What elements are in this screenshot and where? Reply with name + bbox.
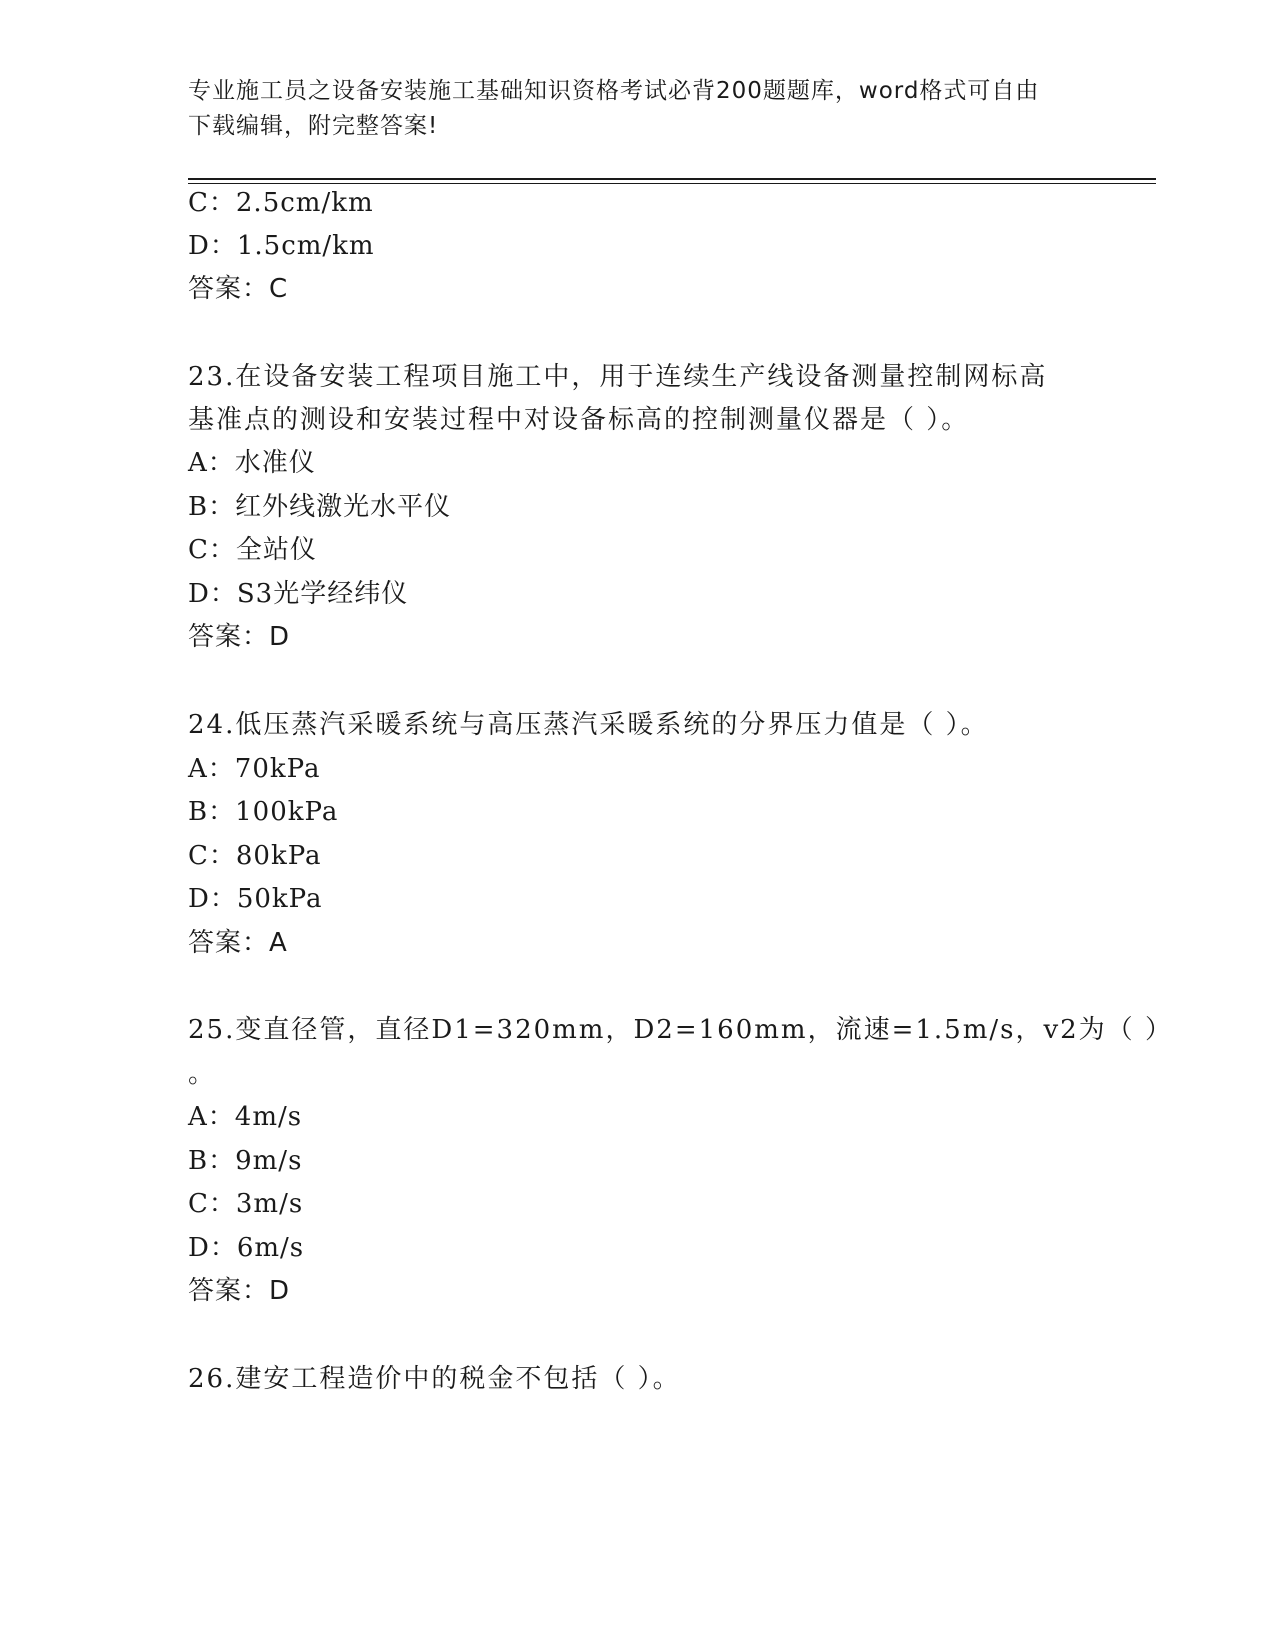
header-divider-thick (188, 178, 1156, 180)
option-d: D：1.5cm/km (188, 231, 375, 261)
document-header (188, 74, 1088, 144)
question-23-option-d: D：S3光学经纬仪 (188, 579, 409, 609)
question-25-answer: 答案：D (188, 1276, 291, 1306)
question-25-option-c: C：3m/s (188, 1189, 304, 1219)
question-24-option-c: C：80kPa (188, 841, 322, 871)
question-23-option-b: B：红外线激光水平仪 (188, 492, 452, 522)
question-23-answer: 答案：D (188, 622, 291, 652)
answer-line: 答案：C (188, 274, 289, 304)
question-23-option-a: A：水准仪 (188, 448, 316, 478)
question-24-stem-line-1: 24.低压蒸汽采暖系统与高压蒸汽采暖系统的分界压力值是（ ）。 (188, 710, 989, 740)
question-25-stem-line-1: 25.变直径管，直径D1=320mm，D2=160mm，流速=1.5m/s，v2为（ ） (188, 1015, 1173, 1045)
header-line-2: 下载编辑，附完整答案! (188, 113, 439, 139)
question-25-option-a: A：4m/s (188, 1102, 303, 1132)
question-24-option-a: A：70kPa (188, 754, 321, 784)
question-25-stem-line-2: 。 (188, 1059, 216, 1089)
header-line-1: 专业施工员之设备安装施工基础知识资格考试必背200题题库，word格式可自由 (188, 78, 1040, 104)
option-c: C：2.5cm/km (188, 188, 374, 218)
question-23-stem-line-1: 23.在设备安装工程项目施工中，用于连续生产线设备测量控制网标高 (188, 362, 1048, 392)
question-24-option-d: D：50kPa (188, 884, 323, 914)
header-divider-thin (188, 183, 1156, 184)
question-25-option-b: B：9m/s (188, 1146, 303, 1176)
question-24-answer: 答案：A (188, 928, 288, 958)
question-23-option-c: C：全站仪 (188, 535, 317, 565)
question-25-option-d: D：6m/s (188, 1233, 305, 1263)
question-26-stem-line-1: 26.建安工程造价中的税金不包括（ ）。 (188, 1364, 681, 1394)
question-23-stem-line-2: 基准点的测设和安装过程中对设备标高的控制测量仪器是（ ）。 (188, 405, 970, 435)
question-24-option-b: B：100kPa (188, 797, 339, 827)
